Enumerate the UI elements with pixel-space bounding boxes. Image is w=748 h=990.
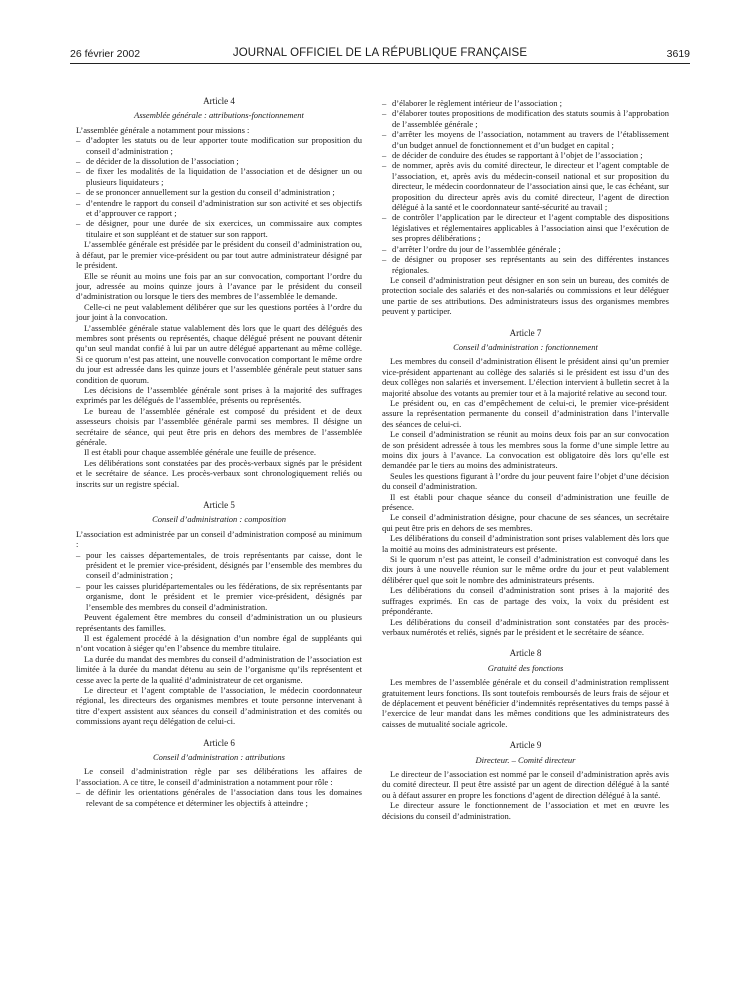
article-4-list bbox=[76, 135, 362, 239]
paragraph: Les délibérations du conseil d’administration sont prises valablement dès lors que la moitié au moins des administrateurs est présente. bbox=[382, 533, 669, 554]
article-4-intro: L’assemblée générale a notamment pour missions : bbox=[76, 124, 250, 135]
paragraph: Le bureau de l’assemblée générale est composé du président et de deux assesseurs choisis par l’assemblée générale parmi ses membres. Il désigne un secrétaire de séance, qui peut être pris en dehors des membres de l’assemblée générale. bbox=[76, 405, 362, 447]
paragraph: Le directeur et l’agent comptable de l’association, le médecin coordonnateur régional, les directeurs des organismes membres et toute personne intervenant à titre d’expert assistent aux séances du conseil d’administration et des comités ou commissions ayant reçu délégation de celui-ci. bbox=[76, 684, 362, 727]
list-item: – pour les caisses départementales, de trois représentants par caisse, dont le président et le premier vice-président, désignés par l’ensemble des membres du conseil d’administration ; bbox=[76, 550, 362, 581]
article-5-subtitle: Conseil d’administration : composition bbox=[152, 514, 286, 525]
article-5-intro: L’association est administrée par un conseil d’administration composé au minimum : bbox=[76, 528, 362, 550]
paragraph: Peuvent également être membres du conseil d’administration un ou plusieurs représentants des familles. bbox=[76, 612, 362, 633]
paragraph: Le conseil d’administration peut désigner en son sein un bureau, des comités de protection sociale des salariés et des non-salariés ou commissions et leur déléguer une partie de ses attributions. Des administrateurs issus des organismes membres peuvent y participer. bbox=[382, 274, 669, 317]
header-rule bbox=[70, 63, 690, 64]
article-5-list bbox=[76, 550, 362, 612]
article-6-intro: Le conseil d’administration règle par ses délibérations les affaires de l’association. A ce titre, le conseil d’administration a notamment pour rôle : bbox=[76, 766, 362, 787]
paragraph: Les membres du conseil d’administration élisent le président ainsi qu’un premier vice-président appartenant au collège des salariés si le président est issu d’un des deux collèges non salariés et inversement. L’élection intervient à bulletin secret à la majorité absolue des votants au premier tour et à la majorité relative au second tour. bbox=[382, 356, 669, 398]
paragraph: Les délibérations du conseil d’administration sont constatées par des procès-verbaux numérotés et reliés, signés par le président et le secrétaire de séance. bbox=[382, 616, 669, 637]
list-item: – de décider de conduire des études se rapportant à l’objet de l’association ; bbox=[382, 150, 669, 160]
paragraph: Les membres de l’assemblée générale et du conseil d’administration remplissent gratuitement leurs fonctions. Ils sont toutefois remboursés de leurs frais de séjour et de déplacement et peuvent bénéficier d’indemnités représentatives du temps passé à l’exercice de leur mandat dans les mêmes conditions que les administrateurs des caisses de mutualité sociale agricole. bbox=[382, 677, 669, 729]
paragraph: Les décisions de l’assemblée générale sont prises à la majorité des suffrages exprimés par les délégués de l’assemblée, présents ou représentés. bbox=[76, 384, 362, 406]
paragraph: Les délibérations sont constatées par des procès-verbaux signés par le président et le secrétaire de séance. Les procès-verbaux sont chronologiquement reliés ou inscrits sur un registre spécial. bbox=[76, 457, 362, 489]
paragraph: Il est établi pour chaque assemblée générale une feuille de présence. bbox=[84, 447, 316, 458]
list-item: – de fixer les modalités de la liquidation de l’association et de désigner un ou plusieurs liquidateurs ; bbox=[76, 166, 362, 187]
article-5-heading: Article 5 bbox=[203, 500, 235, 511]
paragraph: Seules les questions figurant à l’ordre du jour peuvent faire l’objet d’une décision du conseil d’administration. bbox=[382, 470, 669, 492]
paragraph: Elle se réunit au moins une fois par an sur convocation, comportant l’ordre du jour, adressée au moins quinze jours à l’avance par le président du conseil d’administration ou lorsque le tiers des membres de l’assemblée le demande. bbox=[76, 270, 362, 302]
paragraph: Le directeur de l’association est nommé par le conseil d’administration après avis du comité directeur. Il peut être assisté par un agent de direction délégué à la santé ou à défaut assurer en propre les fonctions d’agent de direction délégué à la santé. bbox=[382, 768, 669, 800]
article-4-heading: Article 4 bbox=[203, 96, 235, 106]
list-item: – d’élaborer le règlement intérieur de l’association ; bbox=[382, 98, 669, 108]
article-8-subtitle: Gratuité des fonctions bbox=[487, 662, 564, 673]
article-9-subtitle: Directeur. – Comité directeur bbox=[475, 754, 576, 765]
list-item: – d’adopter les statuts ou de leur apporter toute modification sur proposition du conseil d’administration ; bbox=[76, 135, 362, 156]
list-item: – d’entendre le rapport du conseil d’administration sur son activité et ses objectifs et d’approuver ce rapport ; bbox=[76, 198, 362, 219]
paragraph: Les délibérations du conseil d’administration sont prises à la majorité des suffrages exprimés. En cas de partage des voix, la voix du président est prépondérante. bbox=[382, 585, 669, 617]
list-item: – pour les caisses pluridépartementales ou les fédérations, de six représentants par organisme, dont le président et le premier vice-président, désignés par l’ensemble des membres du conseil d’administration. bbox=[76, 581, 362, 612]
article-6-list-continued bbox=[382, 98, 669, 275]
right-column bbox=[382, 98, 669, 821]
paragraph: Le directeur assure le fonctionnement de l’association et met en œuvre les décisions du conseil d’administration. bbox=[382, 800, 669, 821]
list-item: – d’arrêter l’ordre du jour de l’assemblée générale ; bbox=[382, 244, 669, 254]
paragraph: Le conseil d’administration désigne, pour chacune de ses séances, un secrétaire qui peut être pris en dehors de ses membres. bbox=[382, 512, 669, 533]
paragraph: Il est établi pour chaque séance du conseil d’administration une feuille de présence. bbox=[382, 491, 669, 513]
article-6-list bbox=[76, 787, 362, 808]
list-item: – d’élaborer toutes propositions de modification des statuts soumis à l’approbation de l’assemblée générale ; bbox=[382, 108, 669, 129]
paragraph: Le président ou, en cas d’empêchement de celui-ci, le premier vice-président assure la représentation permanente du conseil d’administration dans l’intervalle des séances de celui-ci. bbox=[382, 397, 669, 429]
article-8-heading: Article 8 bbox=[509, 648, 542, 659]
header-journal-title: JOURNAL OFFICIEL DE LA RÉPUBLIQUE FRANÇAISE bbox=[232, 47, 528, 59]
paragraph: La durée du mandat des membres du conseil d’administration de l’association est limitée à la durée du mandat détenu au sein de l’organisme qu’ils représentent et cesse avec la perte de la qualité d’administrateur de cet organisme. bbox=[76, 653, 362, 685]
list-item: – de contrôler l’application par le directeur et l’agent comptable des dispositions législatives et réglementaires applicables à l’association ainsi que l’exécution de ses propres délibérations ; bbox=[382, 212, 669, 243]
paragraph: Le conseil d’administration se réunit au moins deux fois par an sur convocation de son président adressée à tous les membres sous la forme d’une simple lettre au moins dix jours à l’avance. La convocation est obligatoire dès lors qu’elle est demandée par le tiers au moins des administrateurs. bbox=[382, 429, 669, 471]
paragraph: L’assemblée générale statue valablement dès lors que le quart des délégués des membres sont présents ou représentés, chaque délégué présent ne pouvant détenir qu’un seul mandat confié à lui par un autre délégué appartenant au même collège. Si ce quorum n’est pas atteint, une nouvelle convocation comportant le même ordre du jour est adressée dans les quinze jours et l’assemblée générale peut statuer sans condition de quorum. bbox=[76, 322, 362, 385]
paragraph: Il est également procédé à la désignation d’un nombre égal de suppléants qui n’ont vocation à siéger qu’en l’absence du membre titulaire. bbox=[76, 632, 362, 654]
list-item: – de définir les orientations générales de l’association dans tous les domaines relevant de sa compétence et déterminer les objectifs à atteindre ; bbox=[76, 787, 362, 808]
article-7-subtitle: Conseil d’administration : fonctionnement bbox=[453, 341, 598, 352]
article-7-heading: Article 7 bbox=[509, 327, 542, 338]
list-item: – d’arrêter les moyens de l’association, notamment au travers de l’établissement d’un budget annuel de fonctionnement et d’un budget en capital ; bbox=[382, 129, 669, 150]
list-item: – de désigner, pour une durée de six exercices, un commissaire aux comptes titulaire et son suppléant et de statuer sur son rapport. bbox=[76, 218, 362, 239]
left-column bbox=[76, 96, 362, 808]
paragraph: Celle-ci ne peut valablement délibérer que sur les questions portées à l’ordre du jour joint à la convocation. bbox=[76, 301, 362, 323]
article-9-heading: Article 9 bbox=[509, 740, 542, 751]
article-4-subtitle: Assemblée générale : attributions-fonctionnement bbox=[134, 110, 304, 121]
paragraph: Si le quorum n’est pas atteint, le conseil d’administration est convoqué dans les dix jours à une nouvelle réunion sur le même ordre du jour et peut valablement délibérer quel que soit le nombre des administrateurs présents. bbox=[382, 554, 669, 585]
list-item: – de décider de la dissolution de l’association ; bbox=[76, 156, 362, 166]
list-item: – de désigner ou proposer ses représentants au sein des différentes instances régionales. bbox=[382, 254, 669, 275]
page-header bbox=[70, 48, 690, 62]
header-date: 26 février 2002 bbox=[70, 48, 141, 60]
article-6-subtitle: Conseil d’administration : attributions bbox=[153, 751, 285, 762]
paragraph: L’assemblée générale est présidée par le président du conseil d’administration ou, à défaut, par le premier vice-président ou par tout autre administrateur désigné par le président. bbox=[76, 239, 362, 271]
article-6-heading: Article 6 bbox=[203, 737, 235, 748]
list-item: – de nommer, après avis du comité directeur, le directeur et l’agent comptable de l’association, et, après avis du médecin-conseil national et sur proposition du directeur, le médecin coordonnateur de l’association ainsi que, le cas échéant, sur proposition du directeur après avis du comité directeur, l’agent de direction délégué à la santé et le coordonnateur santé-sécurité au travail ; bbox=[382, 160, 669, 212]
header-page-number: 3619 bbox=[666, 48, 690, 60]
list-item: – de se prononcer annuellement sur la gestion du conseil d’administration ; bbox=[76, 187, 362, 197]
